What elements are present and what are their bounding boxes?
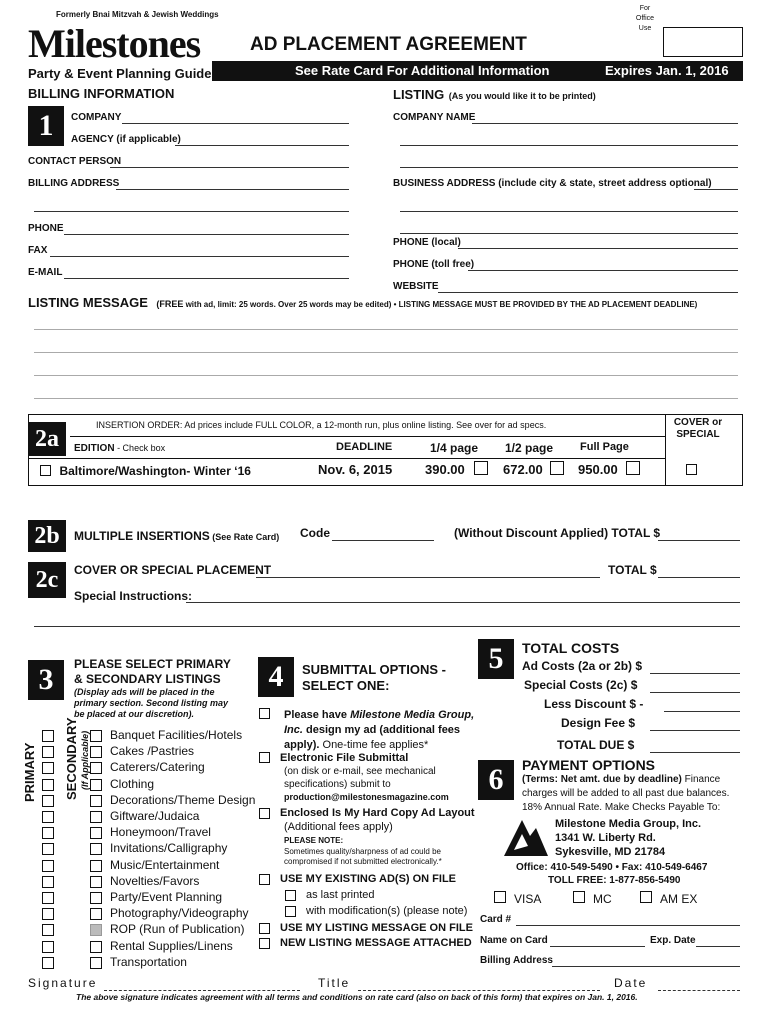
electronic-file-option: Electronic File Submittal <box>280 752 409 764</box>
existing-ad-option: USE MY EXISTING AD(S) ON FILE <box>280 873 457 885</box>
design-ad-company: Milestone Media Group, <box>350 709 475 721</box>
logo <box>28 10 219 82</box>
company-name-field[interactable] <box>472 123 738 124</box>
section-3-heading-1: PLEASE SELECT PRIMARY <box>74 657 231 671</box>
category-item: Party/Event Planning <box>110 890 223 904</box>
secondary-checkbox[interactable] <box>90 795 102 807</box>
edition-header-text: EDITION <box>74 443 115 454</box>
special-instructions-field[interactable] <box>186 602 740 603</box>
special-costs-label: Special Costs (2c) $ <box>524 678 638 692</box>
primary-checkbox[interactable] <box>42 795 54 807</box>
card-number-field[interactable] <box>516 925 740 926</box>
payment-terms-2: charges will be added to all past due balances. <box>522 788 730 799</box>
category-item: Giftware/Judaica <box>110 809 200 823</box>
contact-field[interactable] <box>110 167 349 168</box>
row-full-price: 950.00 <box>578 462 618 477</box>
design-ad-text-d: design my ad (additional fees <box>302 724 461 736</box>
cover-special-checkbox[interactable] <box>686 464 697 475</box>
cover-placement-field[interactable] <box>256 577 600 578</box>
half-page-checkbox[interactable] <box>550 461 564 475</box>
new-listing-option: NEW LISTING MESSAGE ATTACHED <box>280 937 472 949</box>
business-address-label: BUSINESS ADDRESS (include city & state, street address optional) <box>393 178 712 189</box>
email-label: E-MAIL <box>28 267 63 278</box>
category-item: Honeymoon/Travel <box>110 825 211 839</box>
expires-note: Expires Jan. 1, 2016 <box>605 63 729 78</box>
design-ad-option <box>284 708 474 753</box>
section-3-note-1: (Display ads will be placed in the <box>74 687 215 697</box>
billing-address-card-field[interactable] <box>552 966 740 967</box>
section-3-note-3: be placed at our discretion). <box>74 709 195 719</box>
please-note-label: PLEASE NOTE: <box>284 836 344 845</box>
amex-checkbox[interactable] <box>640 891 652 903</box>
secondary-checkbox[interactable] <box>90 924 102 936</box>
business-address-field-3[interactable] <box>400 233 738 234</box>
listing-message-line-2[interactable] <box>34 352 738 353</box>
office-phone: Office: 410-549-5490 • Fax: 410-549-6467 <box>516 862 708 873</box>
less-discount-field[interactable] <box>664 711 740 712</box>
edition-header-note: - Check box <box>114 443 166 453</box>
milestone-logo-icon <box>500 816 550 858</box>
listing-heading <box>393 86 596 104</box>
payee-company: Milestone Media Group, Inc. <box>555 818 702 830</box>
card-number-label: Card # <box>480 914 512 925</box>
secondary-checkbox[interactable] <box>90 908 102 920</box>
secondary-checkbox[interactable] <box>90 843 102 855</box>
production-email[interactable]: production@milestonesmagazine.com <box>284 792 449 802</box>
phone-label: PHONE <box>28 223 64 234</box>
new-listing-checkbox[interactable] <box>259 938 270 949</box>
multiple-total-label: (Without Discount Applied) TOTAL $ <box>454 526 661 540</box>
multiple-insertions-label <box>74 527 279 545</box>
company-field[interactable] <box>122 123 349 124</box>
primary-checkbox[interactable] <box>42 811 54 823</box>
phone-local-label: PHONE (local) <box>393 237 461 248</box>
section-6-number: 6 <box>478 760 514 800</box>
table-divider-h <box>70 436 665 437</box>
business-address-field[interactable] <box>694 189 738 190</box>
title-field[interactable] <box>358 990 600 991</box>
phone-toll-field[interactable] <box>468 270 738 271</box>
total-due-label: TOTAL DUE $ <box>557 738 635 752</box>
primary-checkbox[interactable] <box>42 941 54 953</box>
design-fee-label: Design Fee $ <box>561 716 636 730</box>
existing-ad-checkbox[interactable] <box>259 874 270 885</box>
exp-date-label: Exp. Date <box>650 935 696 946</box>
secondary-checkbox[interactable] <box>90 811 102 823</box>
secondary-checkbox[interactable] <box>90 730 102 742</box>
secondary-checkbox[interactable] <box>90 746 102 758</box>
design-ad-inc: Inc. <box>284 724 303 736</box>
special-costs-field[interactable] <box>650 692 740 693</box>
date-label: Date <box>614 976 648 990</box>
edition-checkbox[interactable] <box>40 465 51 476</box>
code-label: Code <box>300 526 330 540</box>
secondary-checkbox[interactable] <box>90 762 102 774</box>
section-2c-number: 2c <box>28 562 66 598</box>
as-last-printed-checkbox[interactable] <box>285 890 296 901</box>
company-name-field-2[interactable] <box>400 145 738 146</box>
primary-checkbox[interactable] <box>42 746 54 758</box>
formerly-text: Formerly Bnai Mitzvah & Jewish Weddings <box>56 10 219 19</box>
company-label: COMPANY <box>71 112 122 123</box>
billing-address-field[interactable] <box>116 189 349 190</box>
category-item: Banquet Facilities/Hotels <box>110 728 243 742</box>
website-label: WEBSITE <box>393 281 439 292</box>
listing-message-title: LISTING MESSAGE <box>28 295 148 310</box>
design-fee-field[interactable] <box>650 730 740 731</box>
billing-heading: BILLING INFORMATION <box>28 86 175 101</box>
listing-on-file-checkbox[interactable] <box>259 923 270 934</box>
payment-options-heading: PAYMENT OPTIONS <box>522 757 656 773</box>
quality-note-2: compromised if not submitted electronically.* <box>284 857 442 866</box>
cover-total-field[interactable] <box>658 577 740 578</box>
listing-message-line-3[interactable] <box>34 375 738 376</box>
full-page-checkbox[interactable] <box>626 461 640 475</box>
phone-local-field[interactable] <box>458 248 738 249</box>
listing-message-note: with ad, limit: 25 words. Over 25 words may be edited) • LISTING MESSAGE MUST BE PROVIDED BY THE AD PLACEMENT DEADLINE) <box>183 300 698 309</box>
section-3-number: 3 <box>28 660 64 700</box>
section-4-heading-1: SUBMITTAL OPTIONS - <box>302 662 446 677</box>
visa-label: VISA <box>514 892 542 906</box>
multiple-insertions-note: (See Rate Card) <box>209 532 280 542</box>
listing-message-line-4[interactable] <box>34 398 738 399</box>
name-on-card-field[interactable] <box>550 946 645 947</box>
cover-placement-label: COVER OR SPECIAL PLACEMENT <box>74 563 272 577</box>
primary-checkbox[interactable] <box>42 762 54 774</box>
quality-note-1: Sometimes quality/sharpness of ad could be <box>284 847 441 856</box>
business-address-field-2[interactable] <box>400 211 738 212</box>
primary-checkbox[interactable] <box>42 860 54 872</box>
table-divider-v <box>665 414 666 486</box>
agreement-note: The above signature indicates agreement with all terms and conditions on rate card (also on back of this form) that expires on Jan. 1, 2016. <box>76 992 638 1002</box>
deadline-header: DEADLINE <box>336 441 393 453</box>
section-3-note-2: primary section. Second listing may <box>74 698 229 708</box>
section-1-number: 1 <box>28 106 64 146</box>
secondary-checkbox[interactable] <box>90 941 102 953</box>
code-field[interactable] <box>332 540 434 541</box>
name-on-card-label: Name on Card <box>480 935 548 946</box>
company-name-field-3[interactable] <box>400 167 738 168</box>
category-item: Rental Supplies/Linens <box>110 939 233 953</box>
design-ad-text-a: Please have <box>284 709 351 721</box>
billing-address-label: BILLING ADDRESS <box>28 178 120 189</box>
agency-field[interactable] <box>175 145 349 146</box>
signature-label: Signature <box>28 976 98 990</box>
primary-checkbox[interactable] <box>42 876 54 888</box>
secondary-column-label: SECONDARY <box>64 717 79 800</box>
primary-checkbox[interactable] <box>42 779 54 791</box>
category-item: Clothing <box>110 777 155 791</box>
payee-city: Sykesville, MD 21784 <box>555 846 666 858</box>
if-applicable-label: (If Applicable) <box>80 730 90 790</box>
category-item: Decorations/Theme Design <box>110 793 256 807</box>
payment-terms-rest: Finance <box>681 774 721 785</box>
section-5-number: 5 <box>478 639 514 679</box>
listing-on-file-option: USE MY LISTING MESSAGE ON FILE <box>280 922 473 934</box>
mc-label: MC <box>593 892 612 906</box>
contact-label: CONTACT PERSON <box>28 156 122 167</box>
secondary-checkbox[interactable] <box>90 892 102 904</box>
primary-checkbox[interactable] <box>42 827 54 839</box>
category-item: Invitations/Calligraphy <box>110 841 228 855</box>
toll-free-phone: TOLL FREE: 1-877-856-5490 <box>548 875 681 886</box>
quarter-page-checkbox[interactable] <box>474 461 488 475</box>
logo-wordmark: Milestones <box>28 21 201 66</box>
office-use-box[interactable] <box>663 27 743 57</box>
primary-column-label: PRIMARY <box>22 742 37 802</box>
category-item: Novelties/Favors <box>110 874 200 888</box>
with-modification-option: with modification(s) (please note) <box>306 905 468 917</box>
amex-label: AM EX <box>660 892 698 906</box>
primary-checkbox[interactable] <box>42 892 54 904</box>
row-quarter-price: 390.00 <box>425 462 465 477</box>
row-half-price: 672.00 <box>503 462 543 477</box>
section-4-number: 4 <box>258 657 294 697</box>
payment-terms-bold: (Terms: Net amt. due by deadline) <box>522 774 682 785</box>
page-title: AD PLACEMENT AGREEMENT <box>250 34 527 55</box>
rate-card-note: See Rate Card For Additional Information <box>295 63 550 78</box>
ad-costs-label: Ad Costs (2a or 2b) $ <box>522 659 643 673</box>
table-row <box>40 462 251 480</box>
electronic-file-checkbox[interactable] <box>259 752 270 763</box>
payee-street: 1341 W. Liberty Rd. <box>555 832 656 844</box>
company-name-label: COMPANY NAME <box>393 112 476 123</box>
total-costs-heading: TOTAL COSTS <box>522 640 620 656</box>
phone-toll-label: PHONE (toll free) <box>393 259 475 270</box>
payment-terms-1 <box>522 774 720 785</box>
category-item: Transportation <box>110 955 187 969</box>
section-3-heading-2: & SECONDARY LISTINGS <box>74 672 221 686</box>
hard-copy-checkbox[interactable] <box>259 808 270 819</box>
visa-checkbox[interactable] <box>494 891 506 903</box>
category-item: ROP (Run of Publication) <box>110 922 245 936</box>
quarter-page-header: 1/4 page <box>430 441 479 455</box>
email-field[interactable] <box>64 278 349 279</box>
agency-label: AGENCY (if applicable) <box>71 134 181 145</box>
electronic-file-note-1: (on disk or e-mail, see mechanical <box>284 766 436 777</box>
signature-field[interactable] <box>104 990 300 991</box>
listing-heading-note: (As you would like it to be printed) <box>448 91 596 101</box>
cover-special-header: COVER or SPECIAL <box>673 417 723 440</box>
category-item: Photography/Videography <box>110 906 249 920</box>
insertion-order-note: INSERTION ORDER: Ad prices include FULL COLOR, a 12-month run, plus online listing. See over for ad specs. <box>96 420 547 430</box>
billing-address-field-2[interactable] <box>34 211 349 212</box>
section-2b-number: 2b <box>28 520 66 552</box>
design-ad-text-e: apply). <box>284 739 320 751</box>
category-item: Music/Entertainment <box>110 858 220 872</box>
category-item: Caterers/Catering <box>110 760 205 774</box>
secondary-checkbox[interactable] <box>90 876 102 888</box>
half-page-header: 1/2 page <box>505 441 554 455</box>
as-last-printed-option: as last printed <box>306 889 375 901</box>
ad-costs-field[interactable] <box>650 673 740 674</box>
secondary-checkbox[interactable] <box>90 957 102 969</box>
multiple-insertions-text: MULTIPLE INSERTIONS <box>74 529 210 543</box>
full-page-header: Full Page <box>580 441 629 453</box>
total-due-field[interactable] <box>650 752 740 753</box>
listing-message-line-1[interactable] <box>34 329 738 330</box>
secondary-checkbox[interactable] <box>90 779 102 791</box>
special-instructions-field-2[interactable] <box>34 626 740 627</box>
cover-total-label: TOTAL $ <box>608 563 657 577</box>
primary-checkbox[interactable] <box>42 843 54 855</box>
exp-date-field[interactable] <box>696 946 740 947</box>
edition-header <box>74 443 165 454</box>
listing-heading-text: LISTING <box>393 87 445 102</box>
secondary-checkbox[interactable] <box>90 827 102 839</box>
with-modification-checkbox[interactable] <box>285 906 296 917</box>
primary-checkbox[interactable] <box>42 730 54 742</box>
multiple-total-field[interactable] <box>658 540 740 541</box>
guide-text: Party & Event Planning Guide <box>28 66 212 81</box>
less-discount-label: Less Discount $ - <box>544 697 644 711</box>
website-field[interactable] <box>438 292 738 293</box>
category-item: Cakes /Pastries <box>110 744 195 758</box>
fax-label: FAX <box>28 245 48 256</box>
phone-field[interactable] <box>64 234 349 235</box>
listing-message-heading <box>28 294 697 312</box>
special-instructions-label: Special Instructions: <box>74 589 193 603</box>
primary-checkbox[interactable] <box>42 957 54 969</box>
title-label: Title <box>318 976 351 990</box>
office-use-label: For Office Use <box>635 5 655 32</box>
billing-address-card-label: Billing Address <box>480 955 553 966</box>
hard-copy-option: Enclosed Is My Hard Copy Ad Layout <box>280 807 475 819</box>
row-deadline: Nov. 6, 2015 <box>318 462 393 477</box>
section-2a-number: 2a <box>28 422 66 456</box>
mc-checkbox[interactable] <box>573 891 585 903</box>
design-ad-text-f: One-time fee applies* <box>319 739 429 751</box>
design-ad-checkbox[interactable] <box>259 708 270 719</box>
listing-message-free: (FREE <box>156 299 184 309</box>
edition-name: Baltimore/Washington- Winter ‘16 <box>59 464 251 478</box>
hard-copy-note: (Additional fees apply) <box>284 821 393 833</box>
section-4-heading-2: SELECT ONE: <box>302 678 390 693</box>
electronic-file-note-2: specifications) submit to <box>284 779 391 790</box>
date-field[interactable] <box>658 990 740 991</box>
fax-field[interactable] <box>50 256 349 257</box>
payment-terms-3: 18% Annual Rate. Make Checks Payable To: <box>522 802 721 813</box>
table-divider-h2 <box>28 458 665 459</box>
primary-checkbox[interactable] <box>42 924 54 936</box>
secondary-checkbox[interactable] <box>90 860 102 872</box>
primary-checkbox[interactable] <box>42 908 54 920</box>
